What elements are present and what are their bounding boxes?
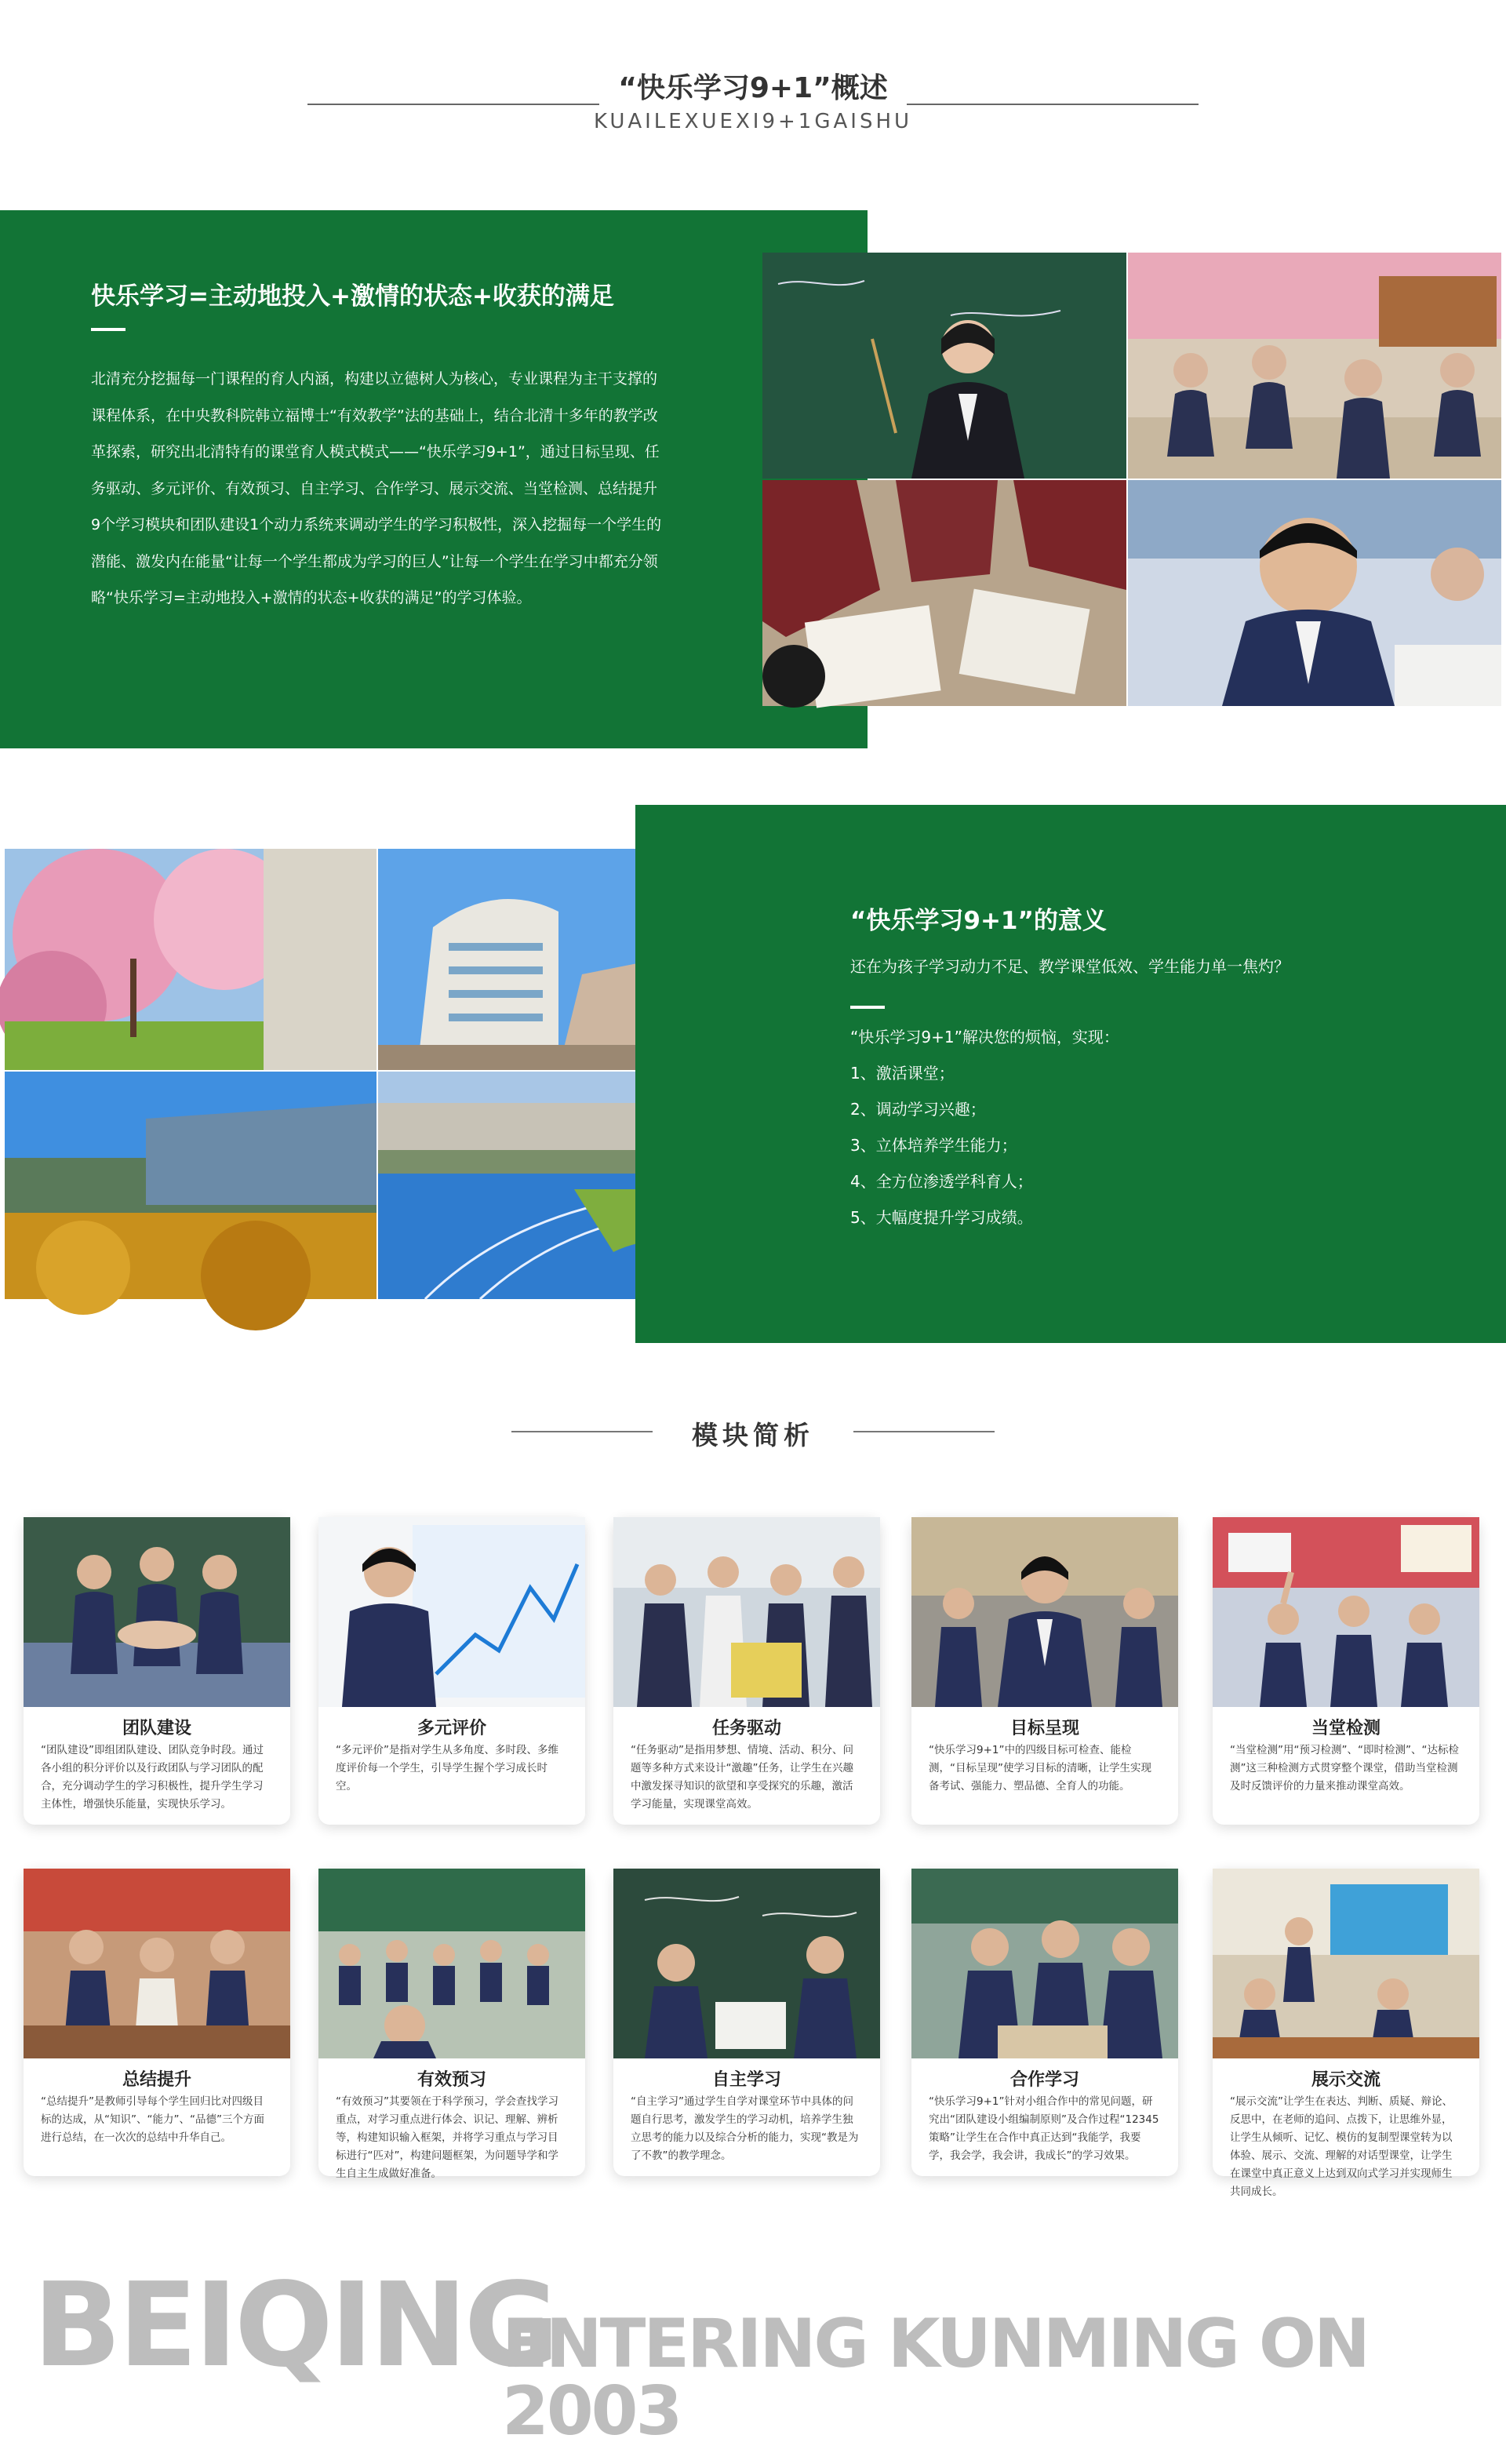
module-desc: “展示交流”让学生在表达、判断、质疑、辩论、反思中，在老师的追问、点拨下，让思维外显，让学生从倾听、记忆、模仿的复制型课堂转为以体验、展示、交流、理解的对话型课堂，让学生在课堂中真正意义上达到双向式学习并实现师生共同成长。 xyxy=(1230,2095,1453,2198)
title-rule-right xyxy=(907,104,1199,105)
photo-student-focus xyxy=(1128,480,1501,706)
title-rule-left xyxy=(307,104,599,105)
module-photo xyxy=(1213,1869,1479,2058)
intro-divider xyxy=(91,328,126,331)
photo-campus-blossoms xyxy=(5,849,376,1070)
photo-classroom-discussion xyxy=(1128,253,1501,479)
photo-library-autumn xyxy=(5,1072,376,1299)
module-title: 目标呈现 xyxy=(1009,1719,1079,1738)
modules-rule-right xyxy=(853,1431,995,1432)
modules-title: 模块简析 xyxy=(692,1420,814,1450)
intro-body: 北清充分挖掘每一门课程的育人内涵，构建以立德树人为核心，专业课程为主干支撑的课程体系，在中央教科院韩立福博士“有效教学”法的基础上，结合北清十多年的教学改革探索，研究出北清特有的课堂育人模式模式——“快乐学习9+1”，通过目标呈现、任务驱动、多元评价、有效预习、自主学习、合作学习、展示交流、当堂检测、总结提升9个学习模块和团队建设1个动力系统来调动学生的学习积极性，深入挖掘每一个学生的潜能、激发内在能量“让每一个学生都成为学习的巨人”让每一个学生在学习中都充分领略“快乐学习=主动地投入+激情的状态+收获的满足”的学习体验。 xyxy=(91,370,662,606)
module-desc: “任务驱动”是指用梦想、情境、活动、积分、问题等多种方式来设计“激趣”任务，让学生在兴趣中激发探寻知识的欲望和享受探究的乐趣，激活学习能量，实现课堂高效。 xyxy=(631,1744,853,1811)
module-desc: “自主学习”通过学生自学对课堂环节中具体的问题自行思考，激发学生的学习动机，培养学生独立思考的能力以及综合分析的能力，实现“教是为了不教”的教学理念。 xyxy=(631,2095,859,2162)
module-card-team-building xyxy=(24,1517,290,1825)
footer-brand: BEIQING xyxy=(33,2258,557,2393)
module-card-self-study xyxy=(613,1869,880,2176)
module-title: 任务驱动 xyxy=(711,1719,781,1738)
meaning-intro: 还在为孩子学习动力不足、教学课堂低效、学生能力单一焦灼？ xyxy=(850,957,1290,976)
module-desc: “快乐学习9+1”针对小组合作中的常见问题，研究出“团队建设小组编制原则”及合作过程“12345策略”让学生在合作中真正达到“我能学，我要学，我会学，我会讲，我成长”的学习效果。 xyxy=(929,2095,1159,2162)
module-card-preview xyxy=(318,1869,585,2180)
module-desc: “总结提升”是教师引导每个学生回归比对四级目标的达成，从“知识”、“能力”、“品德”三个方面进行总结，在一次次的总结中升华自己。 xyxy=(41,2095,264,2144)
module-photo xyxy=(613,1517,880,1707)
module-title: 自主学习 xyxy=(711,2070,781,2090)
module-title: 合作学习 xyxy=(1009,2070,1079,2090)
module-title: 展示交流 xyxy=(1311,2070,1380,2090)
meaning-list xyxy=(850,1061,1033,1241)
module-desc: “有效预习”其要领在于科学预习，学会查找学习重点，对学习重点进行体会、识记、理解、辨析等，构建知识输入框架，并将学习重点与学习目标进行“匹对”，构建问题框架，为问题导学和学生自主生成做好准备。 xyxy=(336,2095,558,2180)
module-photo xyxy=(24,1517,290,1707)
module-desc: “快乐学习9+1”中的四级目标可检查、能检测，“目标呈现”使学习目标的清晰，让学生实现备考试、强能力、塑品德、全育人的功能。 xyxy=(929,1744,1151,1792)
photo-students-writing xyxy=(762,480,1126,706)
module-desc: “团队建设”即组团队建设、团队竞争时段。通过各小组的积分评价以及行政团队与学习团队的配合，充分调动学生的学习积极性，提升学生学习主体性，增强快乐能量，实现快乐学习。 xyxy=(41,1744,264,1811)
module-card-in-class-test xyxy=(1213,1517,1479,1825)
module-photo xyxy=(1213,1517,1479,1707)
module-title: 团队建设 xyxy=(122,1719,191,1738)
module-card-multi-evaluation xyxy=(318,1517,585,1825)
meaning-item: 4、全方位渗透学科育人； xyxy=(850,1172,1033,1191)
overview-subtitle: KUAILEXUEXI9+1GAISHU xyxy=(593,110,913,133)
module-card-cooperative-learning xyxy=(911,1869,1178,2176)
module-title: 多元评价 xyxy=(417,1719,486,1738)
module-photo xyxy=(613,1869,880,2058)
module-card-goal-presentation xyxy=(911,1517,1178,1825)
module-card-task-driven xyxy=(613,1517,880,1825)
module-card-summary xyxy=(24,1869,290,2176)
photo-teacher-blackboard xyxy=(762,253,1126,479)
meaning-item: 2、调动学习兴趣； xyxy=(850,1100,986,1119)
module-photo xyxy=(911,1869,1178,2058)
module-title: 当堂检测 xyxy=(1311,1719,1380,1738)
overview-title: “快乐学习9+1”概述 xyxy=(618,72,888,104)
meaning-divider xyxy=(850,1006,885,1009)
intro-heading: 快乐学习=主动地投入+激情的状态+收获的满足 xyxy=(91,282,614,311)
module-photo xyxy=(318,1517,585,1707)
meaning-item: 5、大幅度提升学习成绩。 xyxy=(850,1208,1033,1227)
module-desc: “当堂检测”用“预习检测”、“即时检测”、“达标检测”这三种检测方式贯穿整个课堂，借助当堂检测及时反馈评价的力量来推动课堂高效。 xyxy=(1230,1744,1459,1792)
module-title: 总结提升 xyxy=(122,2070,191,2090)
meaning-heading: “快乐学习9+1”的意义 xyxy=(850,907,1107,935)
module-photo xyxy=(318,1869,585,2058)
meaning-item: 3、立体培养学生能力； xyxy=(850,1136,1017,1155)
module-card-presentation-exchange xyxy=(1213,1869,1479,2198)
footer-tagline: ENTERING KUNMING ON 2003 xyxy=(502,2305,1368,2451)
meaning-panel xyxy=(635,805,1506,1343)
module-desc: “多元评价”是指对学生从多角度、多时段、多维度评价每一个学生，引导学生握个学习成长时空。 xyxy=(336,1744,558,1792)
module-photo xyxy=(911,1517,1178,1707)
meaning-item: 1、激活课堂； xyxy=(850,1064,955,1083)
meaning-lead: “快乐学习9+1”解决您的烦恼，实现： xyxy=(850,1028,1119,1046)
module-title: 有效预习 xyxy=(417,2070,486,2090)
module-photo xyxy=(24,1869,290,2058)
